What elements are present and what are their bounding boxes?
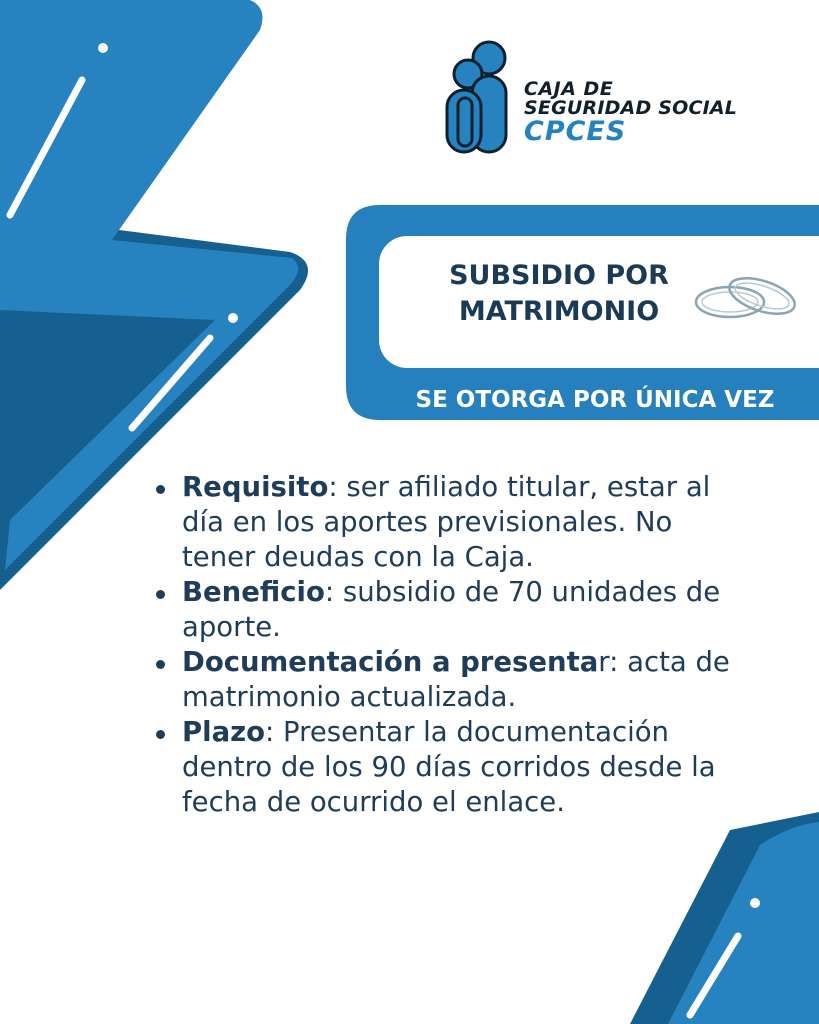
- page-title: [414, 258, 704, 330]
- bullet-icon: [156, 590, 165, 599]
- brand-line-2: SEGURIDAD SOCIAL: [524, 97, 738, 119]
- item-label: Plazo: [182, 716, 266, 748]
- list-item: [152, 470, 732, 575]
- item-label: Beneficio: [182, 576, 325, 608]
- list-item: [152, 575, 732, 645]
- info-list: [152, 470, 732, 820]
- bullet-icon: [156, 660, 165, 669]
- item-label: Documentación a presenta: [182, 646, 599, 678]
- brand-line-3: CPCES: [524, 116, 627, 147]
- bullet-icon: [156, 485, 165, 494]
- item-text: r: acta de matrimonio actualizada.: [182, 646, 730, 713]
- bullet-icon: [156, 730, 165, 739]
- subtitle: SE OTORGA POR ÚNICA VEZ: [415, 387, 775, 413]
- title-line-1: SUBSIDIO POR: [449, 260, 669, 291]
- list-item: [152, 645, 732, 715]
- brand-logo: [444, 40, 744, 160]
- item-text: : Presentar la documentación dentro de los 90 días corridos desde la fecha de ocurrido el enlace.: [182, 716, 716, 818]
- logo-people-icon: [444, 40, 524, 156]
- wedding-rings-icon: [690, 268, 802, 332]
- item-label: Requisito: [182, 471, 329, 503]
- list-item: [152, 715, 732, 820]
- item-text: : subsidio de 70 unidades de aporte.: [182, 576, 721, 643]
- item-text: : ser afiliado titular, estar al día en los aportes previsionales. No tener deudas con la Caja.: [182, 471, 711, 573]
- brand-line-1: CAJA DE: [524, 78, 614, 100]
- title-line-2: MATRIMONIO: [458, 296, 660, 327]
- brand-name: [524, 80, 737, 145]
